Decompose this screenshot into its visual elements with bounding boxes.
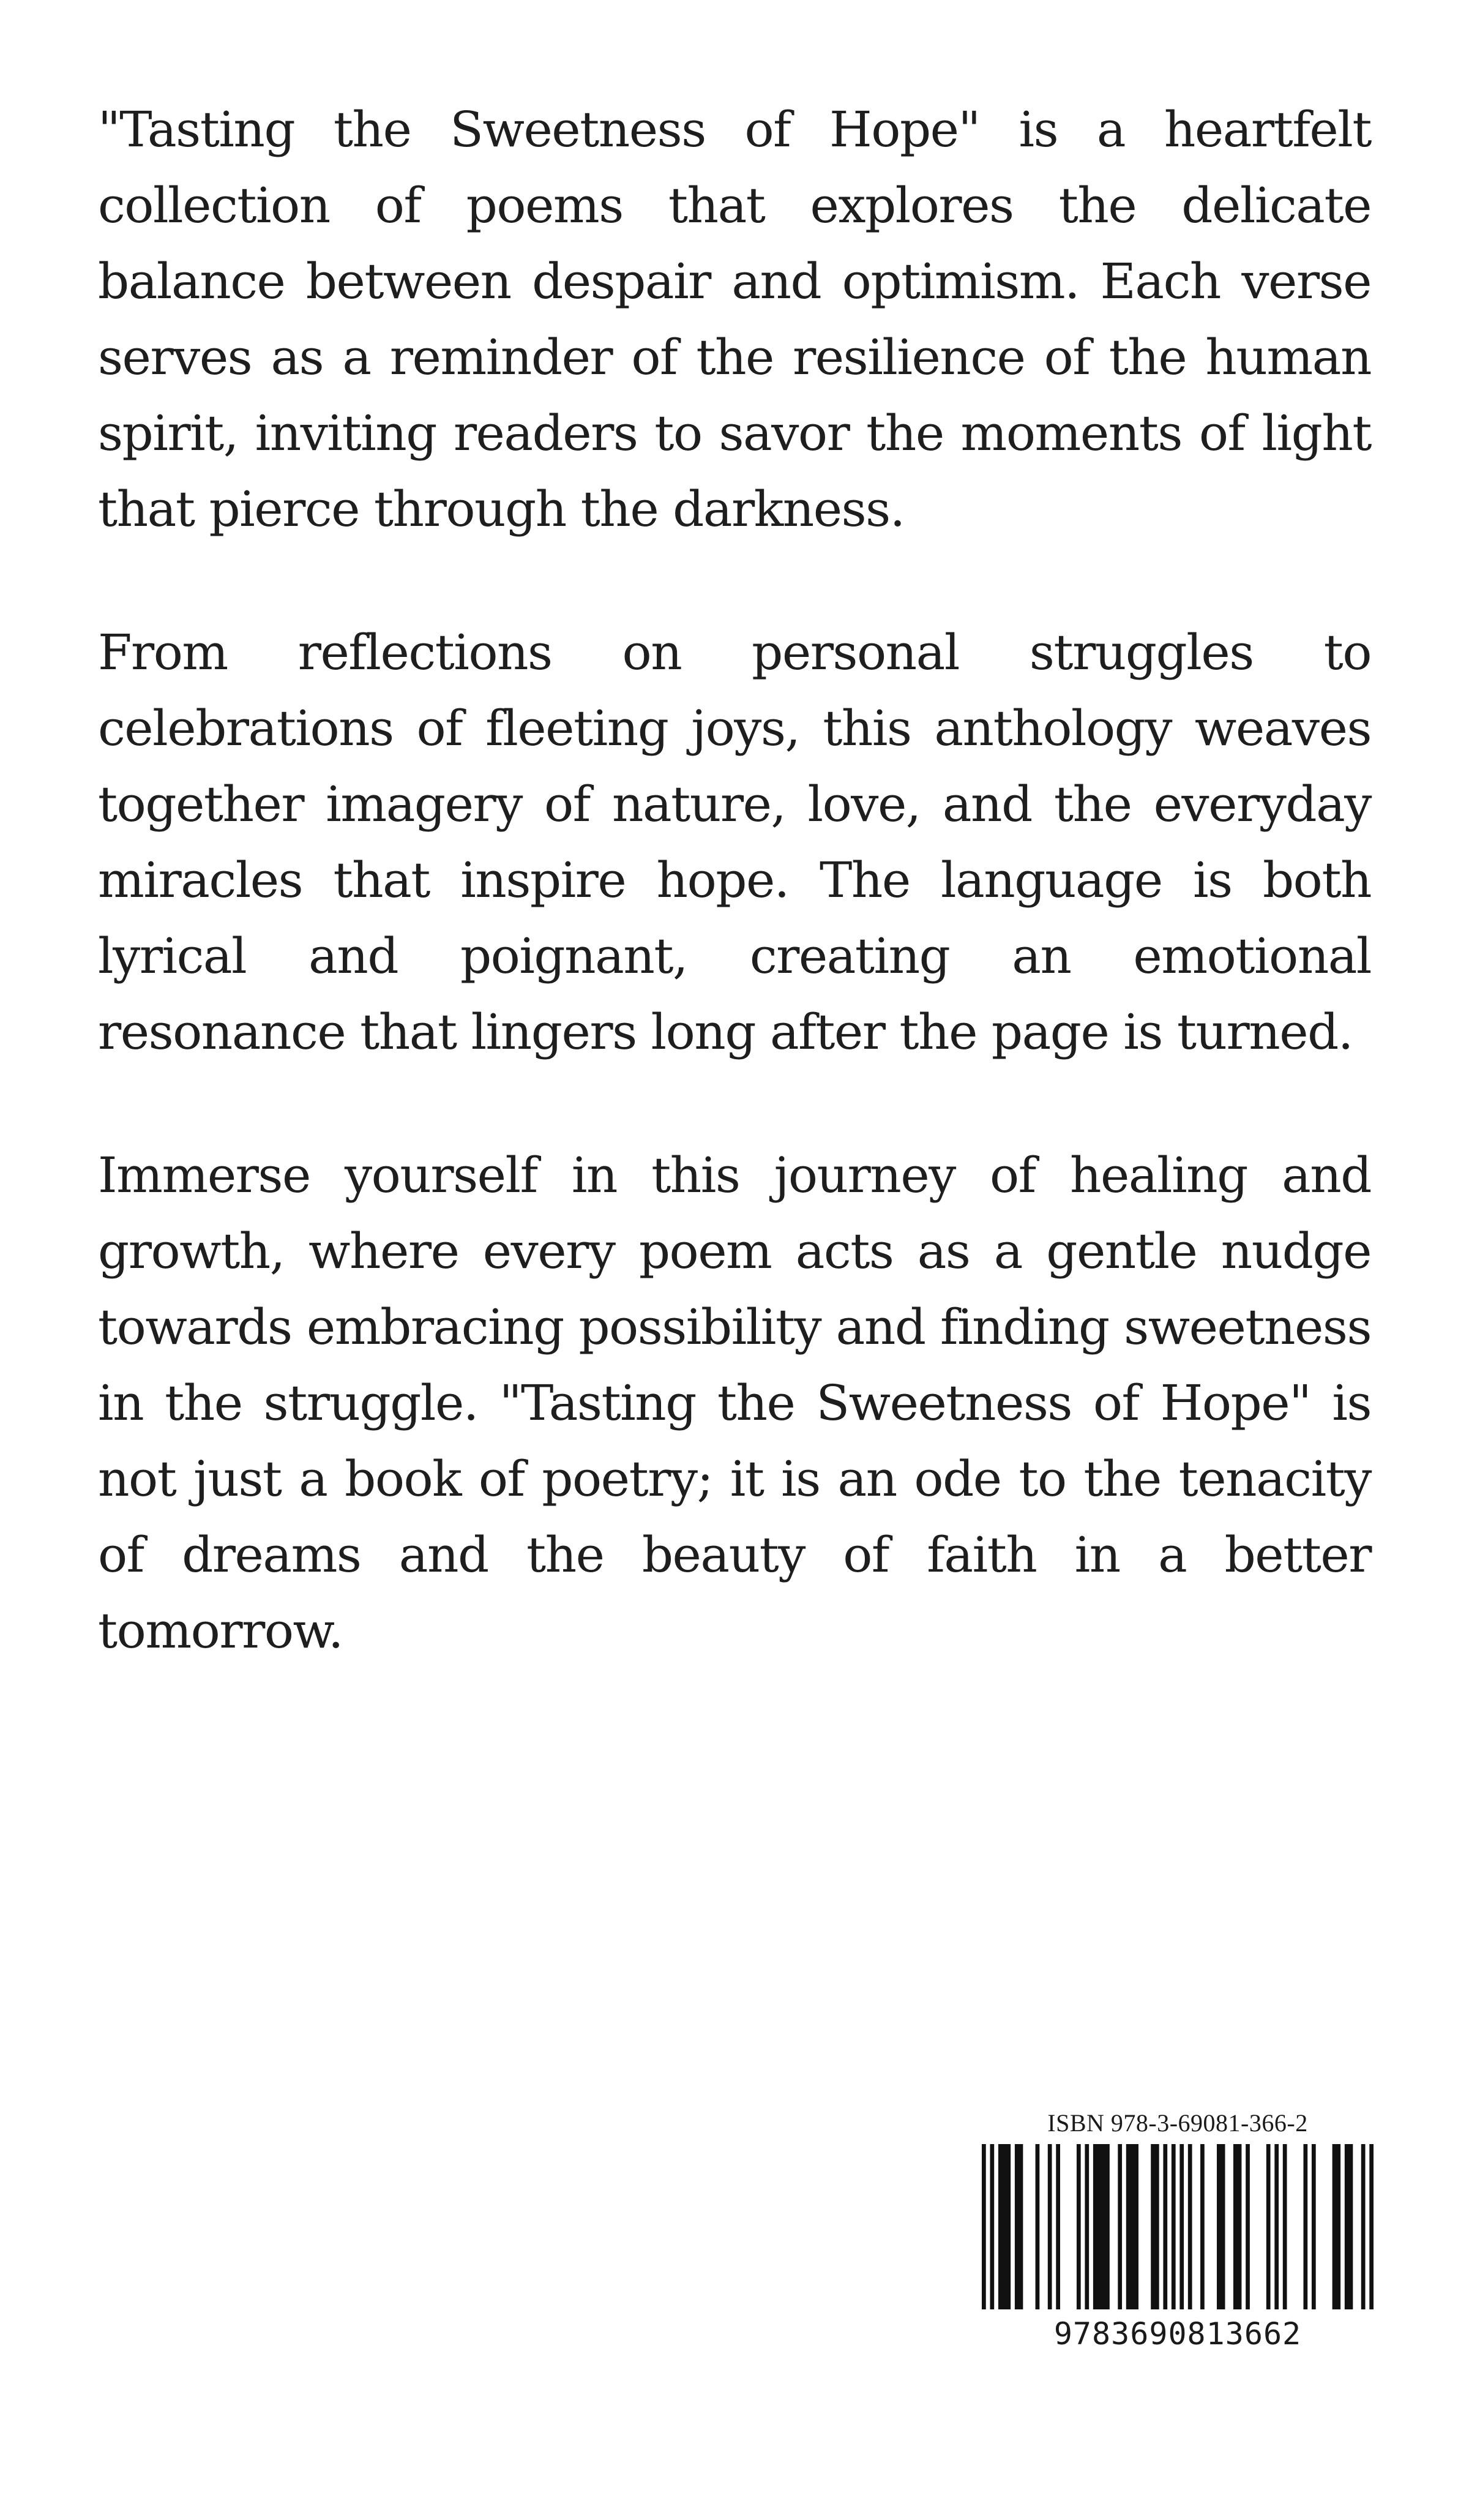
barcode-bar bbox=[1036, 2144, 1040, 2309]
barcode-bar bbox=[1077, 2144, 1081, 2309]
barcode-bar bbox=[982, 2144, 986, 2309]
barcode-bar bbox=[1085, 2144, 1089, 2309]
barcode-bar bbox=[1361, 2144, 1366, 2309]
barcode-bar bbox=[1056, 2144, 1060, 2309]
barcode-bar bbox=[1369, 2144, 1374, 2309]
barcode-bar bbox=[1126, 2144, 1138, 2309]
barcode-bar bbox=[1200, 2144, 1205, 2309]
barcode-bar bbox=[1048, 2144, 1052, 2309]
barcode-bar bbox=[1303, 2144, 1307, 2309]
barcode-bar bbox=[1333, 2144, 1340, 2309]
description-paragraph-1: "Tasting the Sweetness of Hope" is a heartfelt collection of poems that explores the delicate balance between despair and optimism. Each verse serves as a reminder of the resilience of the human spirit, inviting readers to savor the moments of light that pierce through the darkness. bbox=[98, 101, 1371, 538]
barcode-bar bbox=[1217, 2144, 1225, 2309]
barcode-bar bbox=[998, 2144, 1011, 2309]
barcode-bar bbox=[1274, 2144, 1279, 2309]
barcode-bar bbox=[1093, 2144, 1110, 2309]
barcode-digits: 9783690813662 bbox=[1053, 2316, 1302, 2352]
barcode-bar bbox=[1345, 2144, 1353, 2309]
isbn-label: ISBN 978-3-69081-366-2 bbox=[1047, 2109, 1308, 2137]
barcode-bar bbox=[1179, 2144, 1184, 2309]
barcode-bar bbox=[1015, 2144, 1023, 2309]
barcode-bars-icon bbox=[982, 2144, 1374, 2309]
barcode-bar bbox=[1163, 2144, 1167, 2309]
barcode-bar bbox=[1118, 2144, 1122, 2309]
barcode-bar bbox=[1151, 2144, 1159, 2309]
barcode-bar bbox=[1188, 2144, 1192, 2309]
barcode-bar bbox=[1233, 2144, 1241, 2309]
barcode-bar bbox=[1266, 2144, 1271, 2309]
barcode-bar bbox=[1246, 2144, 1250, 2309]
description-paragraph-2: From reflections on personal struggles to celebrations of fleeting joys, this anthology weaves together imagery of nature, love, and the everyday miracles that inspire hope. The language is both lyrical and poignant, creating an emotional resonance that lingers long after the page is turned. bbox=[98, 624, 1371, 1060]
barcode-bar bbox=[990, 2144, 994, 2309]
description-paragraph-3: Immerse yourself in this journey of healing and growth, where every poem acts as a gentle nudge towards embracing possibility and finding sweetness in the struggle. "Tasting the Sweetness of Hope" is not just a book of poetry; it is an ode to the tenacity of dreams and the beauty of faith in a better tomorrow. bbox=[98, 1147, 1371, 1659]
barcode-bar bbox=[1312, 2144, 1316, 2309]
back-cover-description bbox=[98, 92, 1371, 1736]
barcode-bar bbox=[1283, 2144, 1287, 2309]
barcode-bar bbox=[1172, 2144, 1176, 2309]
isbn-barcode bbox=[982, 2106, 1374, 2363]
